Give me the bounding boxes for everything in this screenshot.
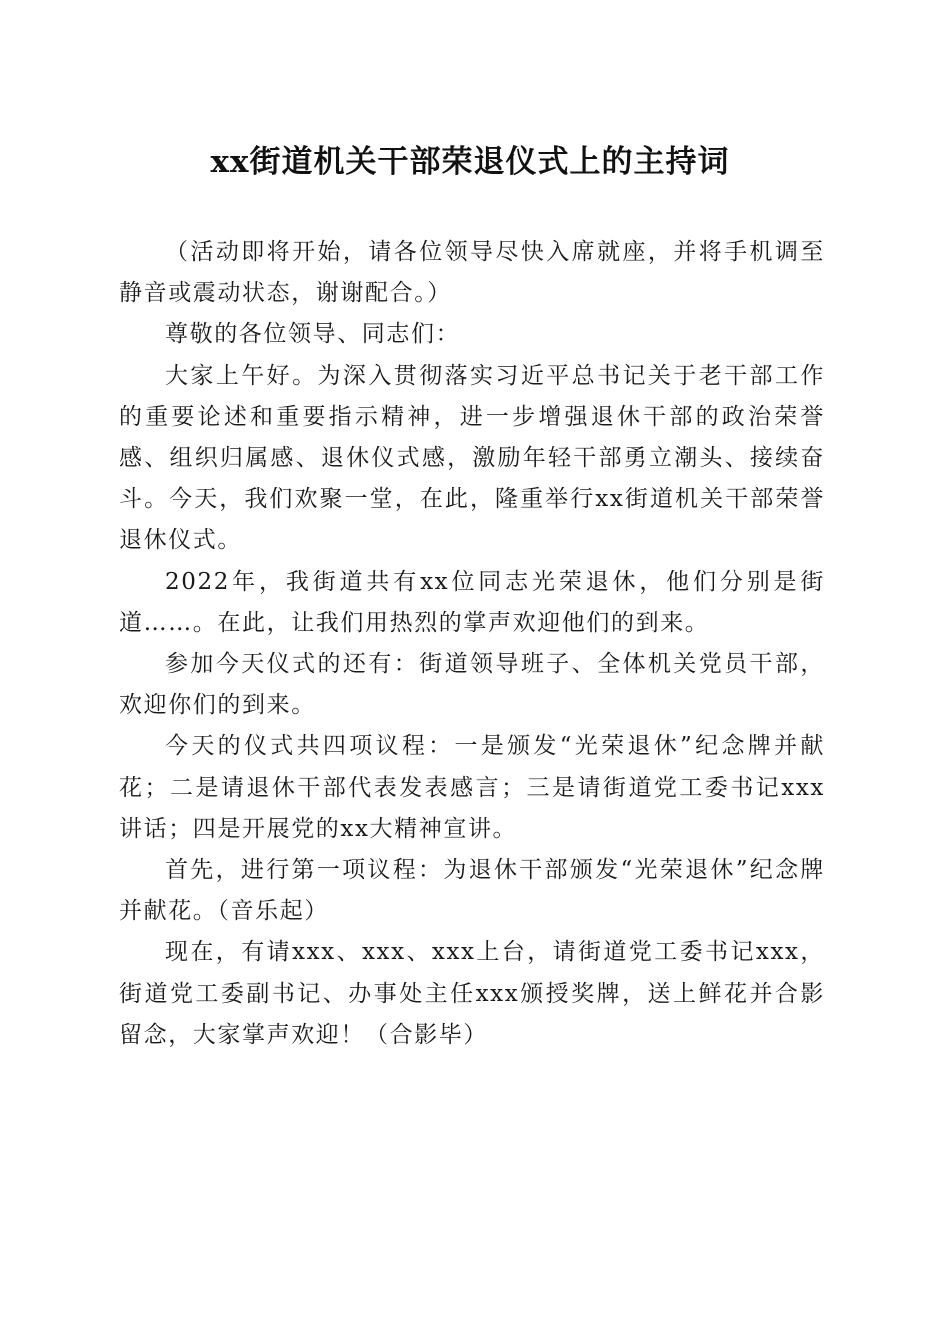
paragraph-opening-notice: （活动即将开始，请各位领导尽快入席就座，并将手机调至静音或震动状态，谢谢配合。） bbox=[119, 239, 825, 307]
document-title: xx街道机关干部荣退仪式上的主持词 bbox=[210, 144, 730, 180]
paragraph-agenda: 今天的仪式共四项议程：一是颁发“光荣退休”纪念牌并献花；二是请退休干部代表发表感言；三是请街道党工委书记xxx讲话；四是开展党的xx大精神宣讲。 bbox=[119, 733, 825, 842]
paragraph-introduction: 大家上午好。为深入贯彻落实习近平总书记关于老干部工作的重要论述和重要指示精神，进一步增强退休干部的政治荣誉感、组织归属感、退休仪式感，激励年轻干部勇立潮头、接续奋斗。今天，我们欢聚一堂，在此，隆重举行xx街道机关干部荣誉退休仪式。 bbox=[119, 362, 825, 554]
paragraph-award-presentation: 现在，有请xxx、xxx、xxx上台，请街道党工委书记xxx，街道党工委副书记、办事处主任xxx颁授奖牌，送上鲜花并合影留念，大家掌声欢迎！（合影毕） bbox=[119, 939, 825, 1048]
paragraph-first-item: 首先，进行第一项议程：为退休干部颁发“光荣退休”纪念牌并献花。（音乐起） bbox=[119, 857, 825, 925]
document-body bbox=[119, 232, 825, 1056]
paragraph-retirees: 2022年，我街道共有xx位同志光荣退休，他们分别是街道……。在此，让我们用热烈的掌声欢迎他们的到来。 bbox=[119, 568, 825, 636]
paragraph-attendees: 参加今天仪式的还有：街道领导班子、全体机关党员干部，欢迎你们的到来。 bbox=[119, 651, 825, 719]
paragraph-salutation: 尊敬的各位领导、同志们： bbox=[165, 321, 461, 348]
